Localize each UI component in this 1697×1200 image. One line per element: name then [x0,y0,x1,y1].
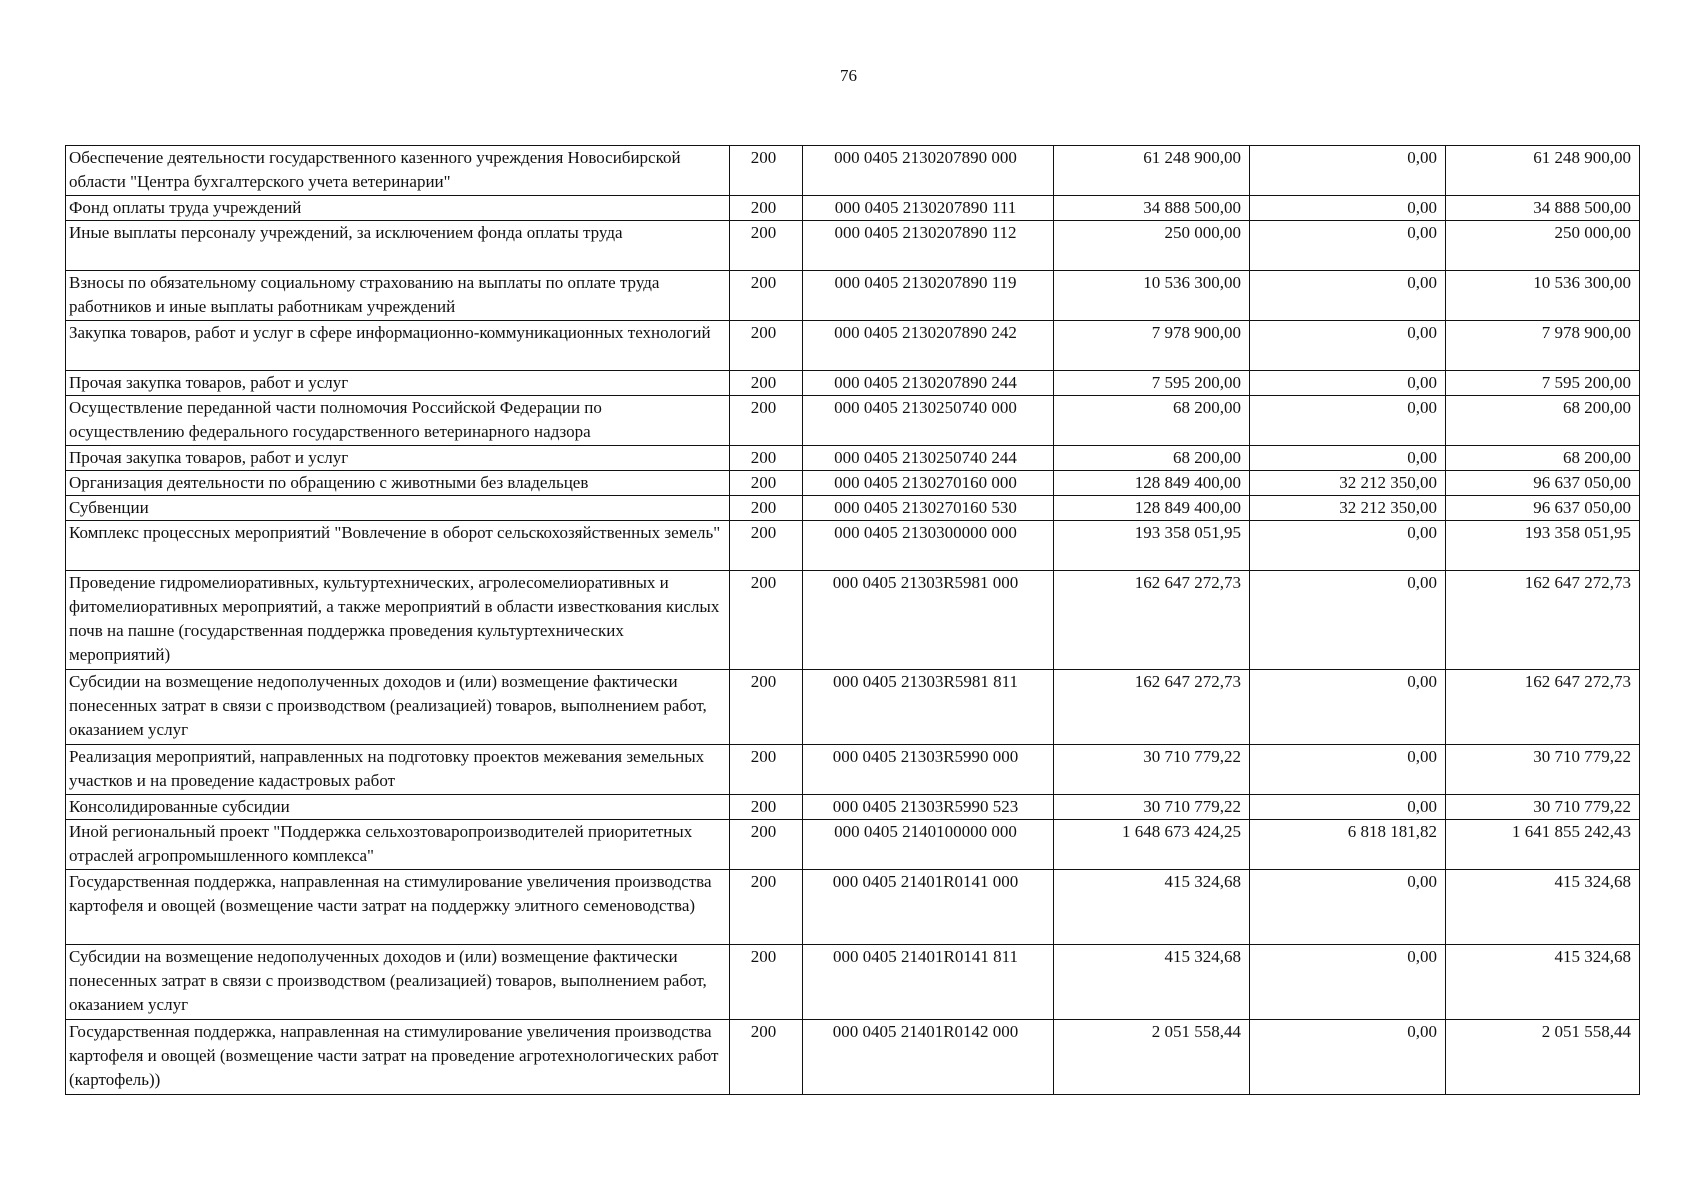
row-executed: 0,00 [1250,146,1446,196]
row-code: 200 [730,271,803,321]
table-row [66,521,1640,571]
row-classification: 000 0405 21303R5981 000 [803,571,1054,670]
row-code: 200 [730,321,803,371]
row-code: 200 [730,146,803,196]
row-classification: 000 0405 21303R5990 523 [803,795,1054,820]
row-code: 200 [730,521,803,571]
row-executed: 32 212 350,00 [1250,471,1446,496]
row-classification: 000 0405 21401R0142 000 [803,1020,1054,1095]
row-approved: 68 200,00 [1054,446,1250,471]
row-unexecuted: 162 647 272,73 [1446,571,1640,670]
row-approved: 162 647 272,73 [1054,571,1250,670]
row-unexecuted: 2 051 558,44 [1446,1020,1640,1095]
row-name: Закупка товаров, работ и услуг в сфере информационно-коммуникационных технологий [66,321,730,371]
row-executed: 0,00 [1250,321,1446,371]
row-approved: 61 248 900,00 [1054,146,1250,196]
row-name: Иной региональный проект "Поддержка сельхозтоваропроизводителей приоритетных отраслей агропромышленного комплекса" [66,820,730,870]
row-unexecuted: 61 248 900,00 [1446,146,1640,196]
row-approved: 7 595 200,00 [1054,371,1250,396]
row-classification: 000 0405 2130270160 530 [803,496,1054,521]
row-classification: 000 0405 2130207890 242 [803,321,1054,371]
row-code: 200 [730,670,803,745]
table-row [66,795,1640,820]
row-classification: 000 0405 2130207890 112 [803,221,1054,271]
row-unexecuted: 68 200,00 [1446,396,1640,446]
row-unexecuted: 415 324,68 [1446,945,1640,1020]
row-classification: 000 0405 2130207890 111 [803,196,1054,221]
row-code: 200 [730,221,803,271]
row-name: Прочая закупка товаров, работ и услуг [66,446,730,471]
row-name: Субвенции [66,496,730,521]
table-row [66,321,1640,371]
row-name: Прочая закупка товаров, работ и услуг [66,371,730,396]
row-name: Комплекс процессных мероприятий "Вовлечение в оборот сельскохозяйственных земель" [66,521,730,571]
row-approved: 162 647 272,73 [1054,670,1250,745]
row-classification: 000 0405 2130250740 244 [803,446,1054,471]
row-unexecuted: 162 647 272,73 [1446,670,1640,745]
row-name: Субсидии на возмещение недополученных доходов и (или) возмещение фактически понесенных затрат в связи с производством (реализацией) товаров, выполнением работ, оказанием услуг [66,670,730,745]
row-unexecuted: 30 710 779,22 [1446,795,1640,820]
row-approved: 34 888 500,00 [1054,196,1250,221]
table-row [66,371,1640,396]
row-approved: 10 536 300,00 [1054,271,1250,321]
table-row [66,571,1640,670]
row-unexecuted: 10 536 300,00 [1446,271,1640,321]
table-row [66,396,1640,446]
row-name: Фонд оплаты труда учреждений [66,196,730,221]
row-executed: 0,00 [1250,670,1446,745]
row-executed: 0,00 [1250,870,1446,945]
row-executed: 0,00 [1250,571,1446,670]
budget-table [65,145,1640,1095]
row-code: 200 [730,496,803,521]
row-classification: 000 0405 21401R0141 811 [803,945,1054,1020]
row-name: Государственная поддержка, направленная на стимулирование увеличения производства картофеля и овощей (возмещение части затрат на поддержку элитного семеноводства) [66,870,730,945]
row-classification: 000 0405 2130207890 244 [803,371,1054,396]
row-approved: 128 849 400,00 [1054,496,1250,521]
row-code: 200 [730,371,803,396]
row-unexecuted: 96 637 050,00 [1446,496,1640,521]
page-number: 76 [840,66,857,85]
row-unexecuted: 30 710 779,22 [1446,745,1640,795]
row-name: Организация деятельности по обращению с животными без владельцев [66,471,730,496]
row-executed: 0,00 [1250,371,1446,396]
row-code: 200 [730,1020,803,1095]
row-code: 200 [730,795,803,820]
row-executed: 0,00 [1250,1020,1446,1095]
table-row [66,496,1640,521]
row-executed: 0,00 [1250,221,1446,271]
row-code: 200 [730,945,803,1020]
table-row [66,146,1640,196]
row-classification: 000 0405 21401R0141 000 [803,870,1054,945]
row-approved: 30 710 779,22 [1054,795,1250,820]
row-unexecuted: 250 000,00 [1446,221,1640,271]
row-unexecuted: 415 324,68 [1446,870,1640,945]
row-unexecuted: 193 358 051,95 [1446,521,1640,571]
row-classification: 000 0405 21303R5990 000 [803,745,1054,795]
table-row [66,670,1640,745]
table-row [66,196,1640,221]
table-row [66,1020,1640,1095]
row-name: Реализация мероприятий, направленных на подготовку проектов межевания земельных участков и на проведение кадастровых работ [66,745,730,795]
row-unexecuted: 7 978 900,00 [1446,321,1640,371]
row-code: 200 [730,471,803,496]
row-code: 200 [730,571,803,670]
row-name: Консолидированные субсидии [66,795,730,820]
row-code: 200 [730,196,803,221]
row-name: Иные выплаты персоналу учреждений, за исключением фонда оплаты труда [66,221,730,271]
row-classification: 000 0405 21303R5981 811 [803,670,1054,745]
table-row [66,221,1640,271]
row-name: Государственная поддержка, направленная на стимулирование увеличения производства картофеля и овощей (возмещение части затрат на проведение агротехнологических работ (картофель)) [66,1020,730,1095]
row-executed: 0,00 [1250,446,1446,471]
row-executed: 6 818 181,82 [1250,820,1446,870]
row-code: 200 [730,745,803,795]
table-row [66,870,1640,945]
row-name: Осуществление переданной части полномочия Российской Федерации по осуществлению федерального государственного ветеринарного надзора [66,396,730,446]
row-approved: 193 358 051,95 [1054,521,1250,571]
row-executed: 0,00 [1250,396,1446,446]
row-unexecuted: 96 637 050,00 [1446,471,1640,496]
row-executed: 0,00 [1250,196,1446,221]
row-executed: 0,00 [1250,521,1446,571]
row-code: 200 [730,446,803,471]
table-row [66,446,1640,471]
row-approved: 7 978 900,00 [1054,321,1250,371]
table-row [66,820,1640,870]
row-classification: 000 0405 2130207890 119 [803,271,1054,321]
row-approved: 128 849 400,00 [1054,471,1250,496]
row-code: 200 [730,396,803,446]
row-approved: 68 200,00 [1054,396,1250,446]
row-approved: 415 324,68 [1054,945,1250,1020]
row-unexecuted: 34 888 500,00 [1446,196,1640,221]
row-approved: 30 710 779,22 [1054,745,1250,795]
row-executed: 32 212 350,00 [1250,496,1446,521]
row-classification: 000 0405 2140100000 000 [803,820,1054,870]
row-unexecuted: 68 200,00 [1446,446,1640,471]
row-code: 200 [730,870,803,945]
row-classification: 000 0405 2130250740 000 [803,396,1054,446]
table-row [66,471,1640,496]
table-row [66,745,1640,795]
row-code: 200 [730,820,803,870]
row-classification: 000 0405 2130270160 000 [803,471,1054,496]
row-name: Проведение гидромелиоративных, культуртехнических, агролесомелиоративных и фитомелиоративных мероприятий, а также мероприятий в области известкования кислых почв на пашне (государственная поддержка проведения культуртехнических мероприятий) [66,571,730,670]
row-executed: 0,00 [1250,795,1446,820]
row-approved: 250 000,00 [1054,221,1250,271]
row-executed: 0,00 [1250,945,1446,1020]
row-approved: 1 648 673 424,25 [1054,820,1250,870]
row-executed: 0,00 [1250,271,1446,321]
table-row [66,271,1640,321]
row-name: Взносы по обязательному социальному страхованию на выплаты по оплате труда работников и иные выплаты работникам учреждений [66,271,730,321]
row-executed: 0,00 [1250,745,1446,795]
row-name: Субсидии на возмещение недополученных доходов и (или) возмещение фактически понесенных затрат в связи с производством (реализацией) товаров, выполнением работ, оказанием услуг [66,945,730,1020]
table-row [66,945,1640,1020]
row-classification: 000 0405 2130300000 000 [803,521,1054,571]
budget-table-body [66,146,1640,1095]
row-classification: 000 0405 2130207890 000 [803,146,1054,196]
row-unexecuted: 7 595 200,00 [1446,371,1640,396]
row-name: Обеспечение деятельности государственного казенного учреждения Новосибирской области "Центра бухгалтерского учета ветеринарии" [66,146,730,196]
row-unexecuted: 1 641 855 242,43 [1446,820,1640,870]
row-approved: 2 051 558,44 [1054,1020,1250,1095]
row-approved: 415 324,68 [1054,870,1250,945]
